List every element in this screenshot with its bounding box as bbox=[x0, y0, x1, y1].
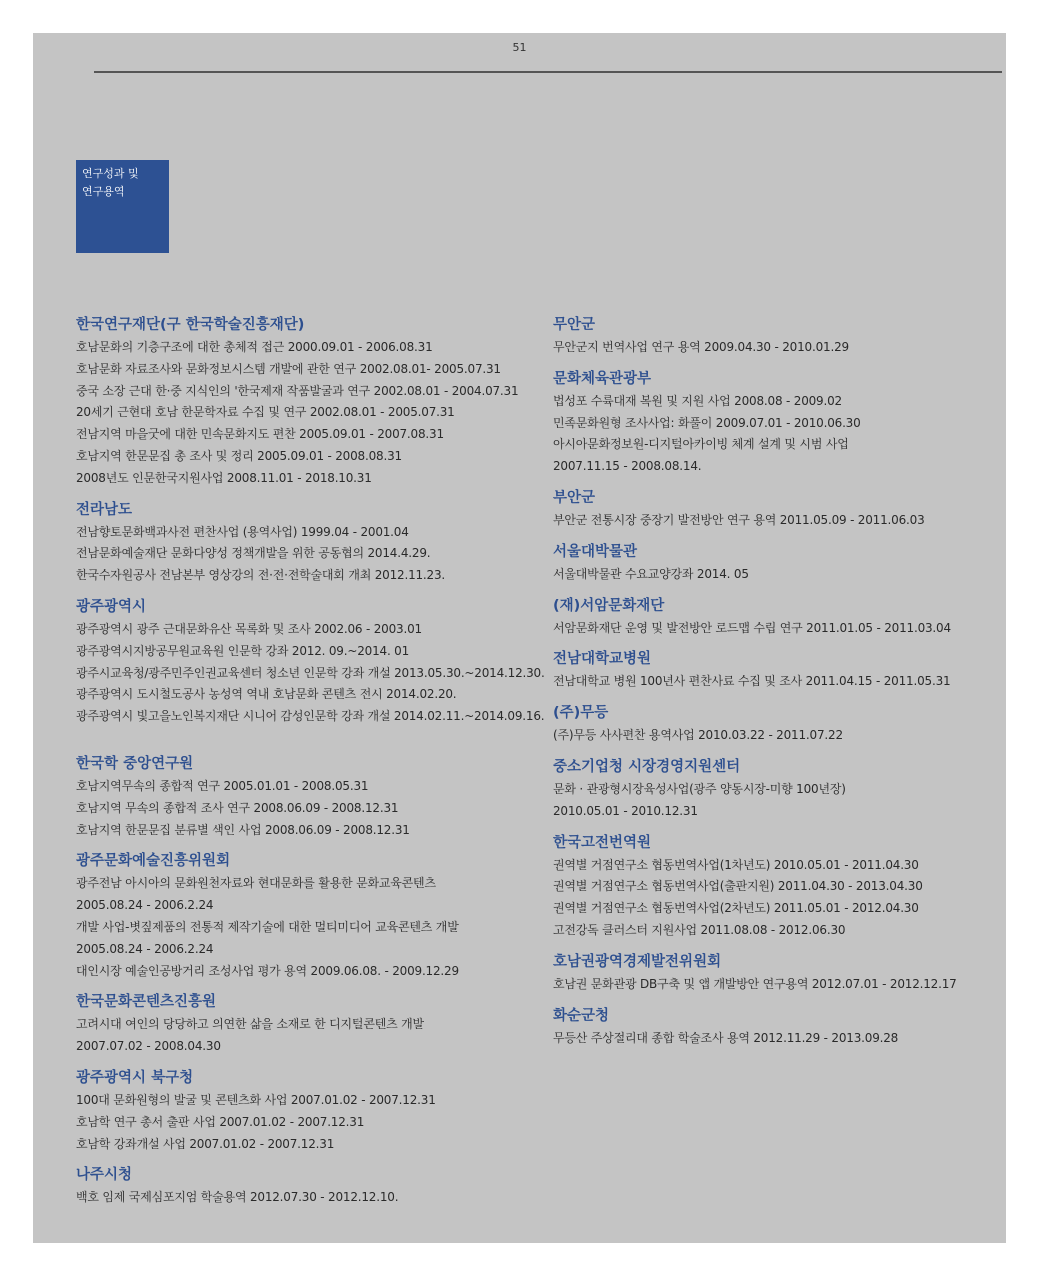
left-column bbox=[76, 315, 546, 1219]
organization-name: 무안군 bbox=[553, 317, 596, 333]
project-item: 2010.05.01 - 2010.12.31 bbox=[553, 803, 698, 818]
organization-block bbox=[553, 649, 993, 693]
organization-name: 한국학 중앙연구원 bbox=[76, 755, 194, 772]
project-item: 광주광역시지방공무원교육원 인문학 강좌 2012. 09.~2014. 01 bbox=[76, 643, 410, 658]
project-item: 광주광역시 광주 근대문화유산 목록화 및 조사 2002.06 - 2003.01 bbox=[76, 621, 422, 636]
organization-block bbox=[553, 833, 993, 942]
project-item: 100대 문화원형의 발굴 및 콘텐츠화 사업 2007.01.02 - 2007.12.31 bbox=[76, 1092, 436, 1107]
document-page bbox=[33, 33, 1006, 1243]
project-item: 광주광역시 빛고을노인복지재단 시니어 감성인문학 강좌 개설 2014.02.11.~2014.09.16. bbox=[76, 709, 545, 724]
project-item: 광주전남 아시아의 문화원천자료와 현대문화를 활용한 문화교육콘텐츠 bbox=[76, 876, 436, 891]
project-item: 민족문화원형 조사사업: 화풀이 2009.07.01 - 2010.06.30 bbox=[553, 415, 861, 430]
organization-name: 문화체육관광부 bbox=[553, 370, 652, 387]
organization-block bbox=[76, 597, 546, 728]
project-item: 무안군지 번역사업 연구 용역 2009.04.30 - 2010.01.29 bbox=[553, 340, 849, 354]
project-item: 대인시장 예술인공방거리 조성사업 평가 용역 2009.06.08. - 2009.12.29 bbox=[76, 963, 459, 978]
organization-block bbox=[76, 1068, 546, 1155]
organization-name: 한국문화콘텐츠진흥원 bbox=[76, 994, 217, 1011]
organization-block bbox=[553, 369, 993, 478]
project-item: 호남학 강좌개설 사업 2007.01.02 - 2007.12.31 bbox=[76, 1136, 335, 1151]
organization-name: 한국연구재단(구 한국학술진흥재단) bbox=[76, 317, 305, 333]
project-item: 20세기 근현대 호남 한문학자료 수집 및 연구 2002.08.01 - 2005.07.31 bbox=[76, 405, 455, 420]
project-item: 전남지역 마을굿에 대한 민속문화지도 편찬 2005.09.01 - 2007.08.31 bbox=[76, 427, 444, 442]
project-item: 2008년도 인문한국지원사업 2008.11.01 - 2018.10.31 bbox=[76, 470, 372, 485]
project-item: 중국 소장 근대 한·중 지식인의 '한국제재 작품발굴과 연구 2002.08.01 - 2004.07.31 bbox=[76, 383, 519, 398]
project-item: 광주시교육청/광주민주인권교육센터 청소년 인문학 강좌 개설 2013.05.30.~2014.12.30. bbox=[76, 665, 545, 680]
project-item: 전남향토문화백과사전 편찬사업 (용역사업) 1999.04 - 2001.04 bbox=[76, 524, 409, 539]
organization-name: 서울대박물관 bbox=[553, 543, 638, 560]
organization-name: 나주시청 bbox=[76, 1167, 133, 1184]
project-item: 2007.07.02 - 2008.04.30 bbox=[76, 1039, 221, 1054]
project-item: 호남지역 한문문집 분류별 색인 사업 2008.06.09 - 2008.12.31 bbox=[76, 822, 410, 837]
section-label-line1: 연구성과 및 bbox=[82, 167, 139, 180]
project-item: 2005.08.24 - 2006.2.24 bbox=[76, 898, 214, 913]
organization-name: 광주문화예술진흥위원회 bbox=[76, 853, 231, 870]
project-item: 권역별 거점연구소 협동번역사업(2차년도) 2011.05.01 - 2012.04.30 bbox=[553, 901, 919, 916]
organization-block bbox=[76, 754, 546, 841]
organization-block bbox=[553, 542, 993, 586]
project-item: 호남학 연구 총서 출판 사업 2007.01.02 - 2007.12.31 bbox=[76, 1114, 365, 1129]
organization-name: 부안군 bbox=[553, 489, 596, 506]
organization-block bbox=[76, 851, 546, 982]
organization-name: (재)서암문화재단 bbox=[553, 597, 665, 614]
organization-block bbox=[553, 757, 993, 823]
organization-block bbox=[76, 315, 546, 490]
project-item: 서울대박물관 수요교양강좌 2014. 05 bbox=[553, 566, 749, 581]
project-item: 고려시대 여인의 당당하고 의연한 삶을 소재로 한 디지털콘텐츠 개발 bbox=[76, 1017, 424, 1032]
page-number: 51 bbox=[512, 41, 527, 54]
project-item: 고전강독 클러스터 지원사업 2011.08.08 - 2012.06.30 bbox=[553, 922, 846, 937]
organization-block bbox=[76, 992, 546, 1058]
project-item: 호남문화의 기층구조에 대한 총체적 접근 2000.09.01 - 2006.08.31 bbox=[76, 340, 433, 354]
project-item: 서암문화재단 운영 및 발전방안 로드맵 수립 연구 2011.01.05 - 2011.03.04 bbox=[553, 620, 951, 635]
project-item: 호남문화 자료조사와 문화정보시스템 개발에 관한 연구 2002.08.01- 2005.07.31 bbox=[76, 361, 501, 376]
organization-block bbox=[553, 703, 993, 747]
organization-name: 전남대학교병원 bbox=[553, 651, 652, 668]
organization-name: 호남권광역경제발전위원회 bbox=[553, 953, 722, 970]
project-item: 호남지역무속의 종합적 연구 2005.01.01 - 2008.05.31 bbox=[76, 778, 369, 793]
organization-name: 화순군청 bbox=[553, 1007, 610, 1024]
project-item: 광주광역시 도시철도공사 농성역 역내 호남문화 콘텐츠 전시 2014.02.20. bbox=[76, 687, 457, 702]
project-item: 호남지역 한문문집 총 조사 및 정리 2005.09.01 - 2008.08.31 bbox=[76, 448, 402, 463]
organization-block bbox=[76, 1165, 546, 1209]
project-item: 한국수자원공사 전남본부 영상강의 전·전·전학술대회 개최 2012.11.23. bbox=[76, 568, 446, 583]
organization-block bbox=[553, 952, 993, 996]
organization-name: 한국고전번역원 bbox=[553, 834, 652, 851]
section-label-line2: 연구용역 bbox=[82, 185, 125, 198]
organization-block bbox=[553, 596, 993, 640]
organization-name: 전라남도 bbox=[76, 501, 133, 518]
section-label-box bbox=[76, 160, 169, 253]
project-item: 권역별 거점연구소 협동번역사업(1차년도) 2010.05.01 - 2011.04.30 bbox=[553, 857, 919, 872]
organization-block bbox=[76, 500, 546, 587]
header-rule bbox=[94, 71, 1002, 73]
organization-name: 중소기업청 시장경영지원센터 bbox=[553, 758, 741, 775]
organization-block bbox=[553, 315, 993, 359]
project-item: 아시아문화정보원-디지털아카이빙 체계 설계 및 시범 사업 bbox=[553, 437, 849, 452]
project-item: 백호 임제 국제심포지엄 학술용역 2012.07.30 - 2012.12.10. bbox=[76, 1190, 399, 1205]
project-item: 개발 사업-볏짚제품의 전통적 제작기술에 대한 멀티미디어 교육콘텐츠 개발 bbox=[76, 919, 459, 934]
project-item: 호남지역 무속의 종합적 조사 연구 2008.06.09 - 2008.12.31 bbox=[76, 800, 399, 815]
project-item: 2005.08.24 - 2006.2.24 bbox=[76, 941, 214, 956]
project-item: 문화 · 관광형시장육성사업(광주 양동시장-미향 100년장) bbox=[553, 781, 846, 796]
project-item: 무등산 주상절리대 종합 학술조사 용역 2012.11.29 - 2013.09.28 bbox=[553, 1030, 899, 1045]
organization-block bbox=[553, 488, 993, 532]
project-item: 권역별 거점연구소 협동번역사업(출판지원) 2011.04.30 - 2013.04.30 bbox=[553, 879, 923, 894]
organization-block bbox=[553, 1006, 993, 1050]
organization-name: 광주광역시 bbox=[76, 598, 147, 615]
project-item: 법성포 수륙대재 복원 및 지원 사업 2008.08 - 2009.02 bbox=[553, 393, 842, 408]
project-item: 2007.11.15 - 2008.08.14. bbox=[553, 459, 702, 474]
project-item: 부안군 전통시장 중장기 발전방안 연구 용역 2011.05.09 - 2011.06.03 bbox=[553, 512, 925, 527]
project-item: 호남권 문화관광 DB구축 및 앱 개발방안 연구용역 2012.07.01 - 2012.12.17 bbox=[553, 976, 957, 991]
project-item: 전남대학교 병원 100년사 편찬사료 수집 및 조사 2011.04.15 - 2011.05.31 bbox=[553, 674, 951, 689]
right-column bbox=[553, 315, 993, 1059]
organization-name: (주)무등 bbox=[553, 705, 609, 722]
project-item: (주)무등 사사편찬 용역사업 2010.03.22 - 2011.07.22 bbox=[553, 728, 843, 743]
organization-name: 광주광역시 북구청 bbox=[76, 1069, 194, 1086]
project-item: 전남문화예술재단 문화다양성 정책개발을 위한 공동협의 2014.4.29. bbox=[76, 546, 431, 561]
